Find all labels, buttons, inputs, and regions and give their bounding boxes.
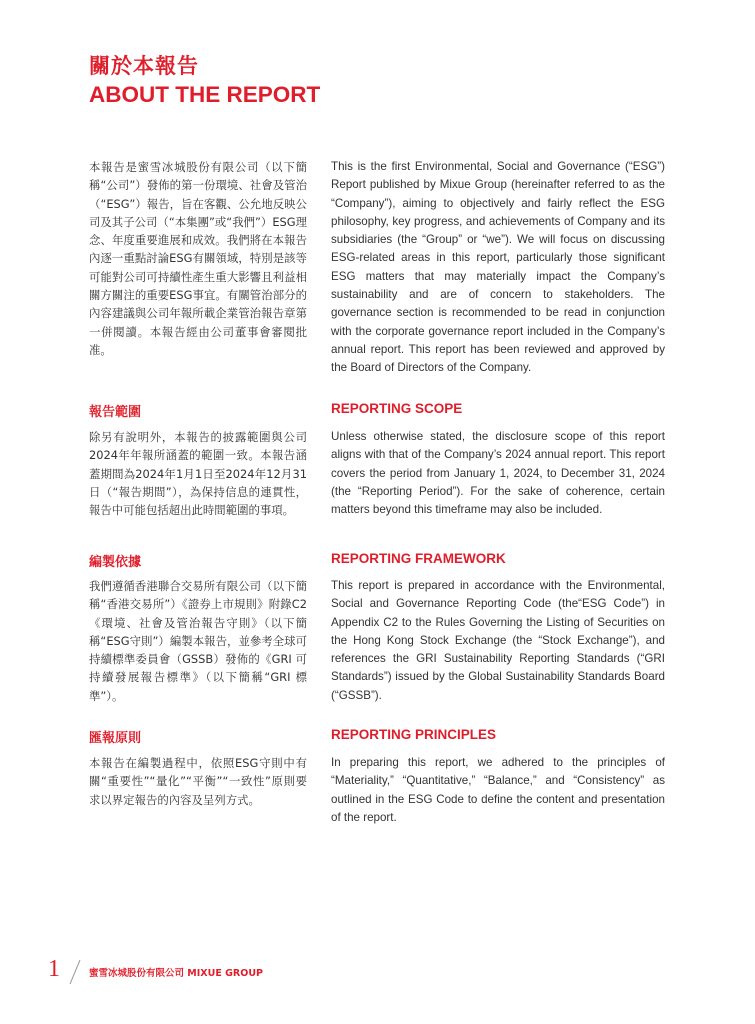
- footer-company-name: 蜜雪冰城股份有限公司 MIXUE GROUP: [89, 968, 263, 979]
- framework-heading-en: REPORTING FRAMEWORK: [331, 551, 506, 566]
- framework-heading-zh: 編製依據: [89, 555, 142, 570]
- principles-heading-zh: 匯報原則: [89, 731, 142, 746]
- slash-divider-icon: [68, 958, 82, 986]
- intro-text-en: This is the first Environmental, Social and Governance (“ESG”) Report published by Mixue Group (hereinafter referred to as the “Company”), aiming to objectively and fairly reflect the ESG philosophy, key progress, and achievements of Company and its subsidiaries (the “Group” or “we”). We will focus on discussing ESG-related areas in this report, particularly those significant ESG matters that may materially impact the Company’s sustainability and are of concern to stakeholders. The governance section is recommended to be read in conjunction with the corporate governance report included in the Company’s annual report. This report has been reviewed and approved by the Board of Directors of the Company.: [331, 160, 665, 375]
- framework-text-en: This report is prepared in accordance with the Environmental, Social and Governance Reporting Code (the“ESG Code”) in Appendix C2 to the Rules Governing the Listing of Securities on the Hong Kong Stock Exchange (the “Stock Exchange”), and references the GRI Sustainability Reporting Standards (“GRI Standards”) issued by the Global Sustainability Standards Board (“GSSB”).: [331, 579, 665, 702]
- scope-heading-zh: 報告範圍: [89, 405, 142, 420]
- page-title-zh: 關於本報告: [89, 54, 199, 78]
- scope-heading-en: REPORTING SCOPE: [331, 401, 463, 416]
- principles-text-zh: 本報告在編製過程中，依照ESG守則中有關“重要性”“量化”“平衡”“一致性”原則要求以界定報告的內容及呈列方式。: [89, 756, 307, 807]
- page-title-en: ABOUT THE REPORT: [89, 82, 321, 107]
- scope-text-zh: 除另有說明外，本報告的披露範圍與公司2024年年報所涵蓋的範圍一致。本報告涵蓋期間為2024年1月1日至2024年12月31日（“報告期間”），為保持信息的連貫性，報告中可能包括超出此時間範圍的事項。: [89, 430, 307, 518]
- framework-text-zh: 我們遵循香港聯合交易所有限公司（以下簡稱“香港交易所”）《證券上市規則》附錄C2《環境、社會及管治報告守則》（以下簡稱“ESG守則”）編製本報告，並參考全球可持續標準委員會（GSSB）發佈的《GRI 可持續發展報告標準》（以下簡稱“GRI 標準”）。: [89, 579, 307, 703]
- principles-text-en: In preparing this report, we adhered to the principles of “Materiality,” “Quantitative,” “Balance,” and “Consistency” as outlined in the ESG Code to define the content and presentation of the report.: [331, 756, 665, 824]
- principles-heading-en: REPORTING PRINCIPLES: [331, 727, 497, 742]
- intro-text-zh: 本報告是蜜雪冰城股份有限公司（以下簡稱“公司”）發佈的第一份環境、社會及管治（“ESG”）報告，旨在客觀、公允地反映公司及其子公司（“本集團”或“我們”）ESG理念、年度重要進展和成效。我們將在本報告內逐一重點討論ESG有關領域，特別是該等可能對公司可持續性產生重大影響且利益相關方關注的重要ESG事宜。有關管治部分的內容建議與公司年報所載企業管治報告章第一併閱讀。本報告經由公司董事會審閱批准。: [89, 160, 307, 357]
- scope-text-en: Unless otherwise stated, the disclosure scope of this report aligns with that of the Company’s 2024 annual report. This report covers the period from January 1, 2024, to December 31, 2024 (the “Reporting Period”). For the sake of coherence, certain matters beyond this timeframe may also be included.: [331, 430, 665, 517]
- page-number: 1: [48, 956, 60, 982]
